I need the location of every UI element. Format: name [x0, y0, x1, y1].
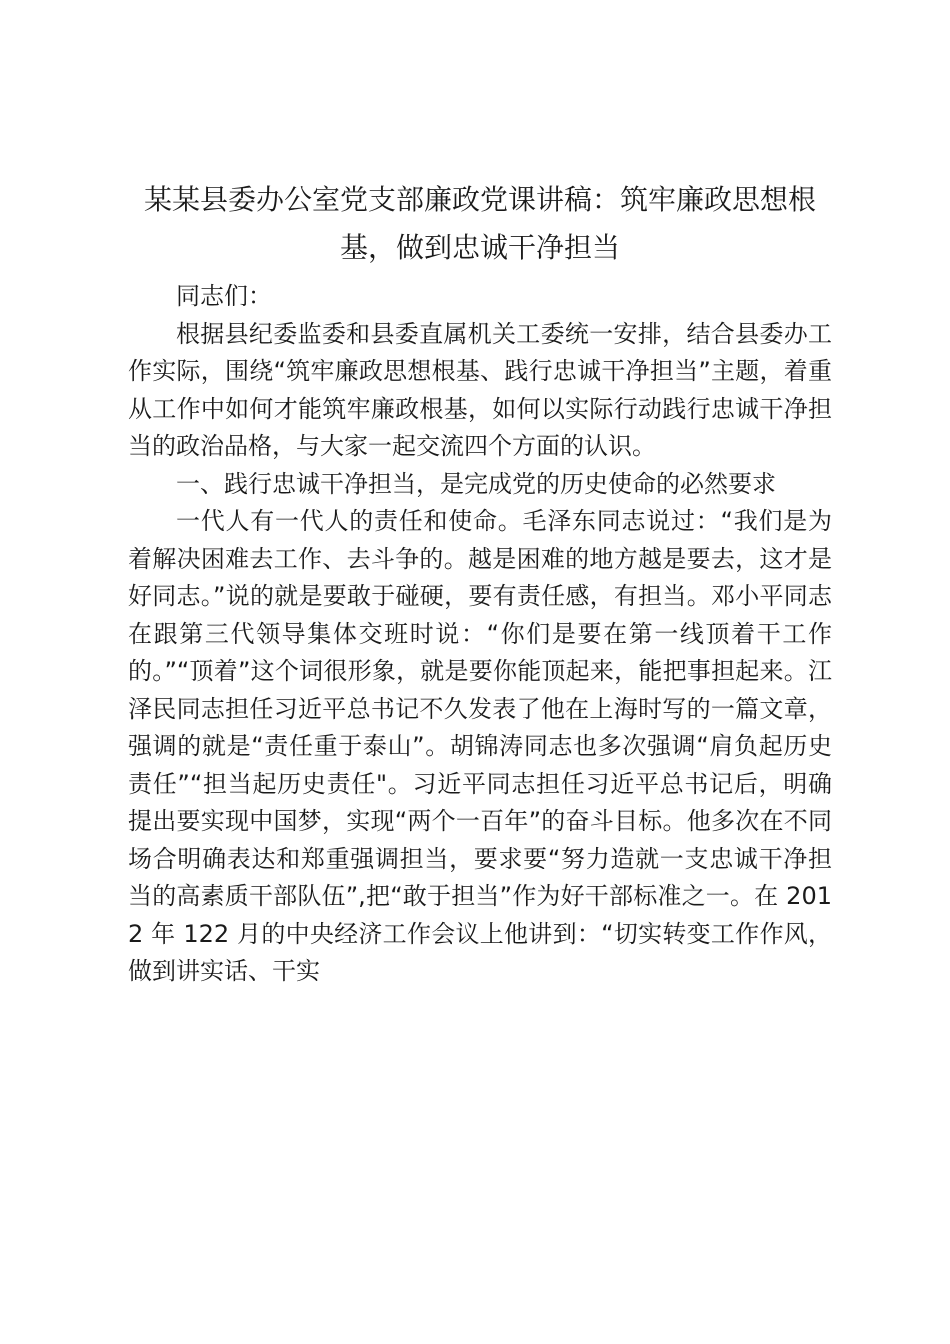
intro-paragraph: 根据县纪委监委和县委直属机关工委统一安排，结合县委办工作实际，围绕“筑牢廉政思想根基、践行忠诚干净担当”主题，着重从工作中如何才能筑牢廉政根基，如何以实际行动践行忠诚干净担当的政治品格，与大家一起交流四个方面的认识。	[128, 319, 832, 460]
salutation: 同志们：	[176, 282, 272, 310]
document-title: 某某县委办公室党支部廉政党课讲稿：筑牢廉政思想根基，做到忠诚干净担当	[143, 183, 816, 264]
document-body	[128, 176, 832, 991]
section-heading-1: 一、践行忠诚干净担当，是完成党的历史使命的必然要求	[176, 469, 776, 498]
body-paragraph: 一代人有一代人的责任和使命。毛泽东同志说过：“我们是为着解决困难去工作、去斗争的。越是困难的地方越是要去，这才是好同志。”说的就是要敢于碰硬，要有责任感，有担当。邓小平同志在跟第三代领导集体交班时说：“你们是要在第一线顶着干工作的。”“顶着”这个词很形象，就是要你能顶起来，能把事担起来。江泽民同志担任习近平总书记不久发表了他在上海时写的一篇文章，强调的就是“责任重于泰山”。胡锦涛同志也多次强调“肩负起历史责任”“担当起历史责任"。习近平同志担任习近平总书记后，明确提出要实现中国梦，实现“两个一百年”的奋斗目标。他多次在不同场合明确表达和郑重强调担当，要求要“努力造就一支忠诚干净担当的高素质干部队伍”,把“敢于担当”作为好干部标准之一。在 2012 年 122 月的中央经济工作会议上他讲到：“切实转变工作作风，做到讲实话、干实	[128, 507, 832, 985]
